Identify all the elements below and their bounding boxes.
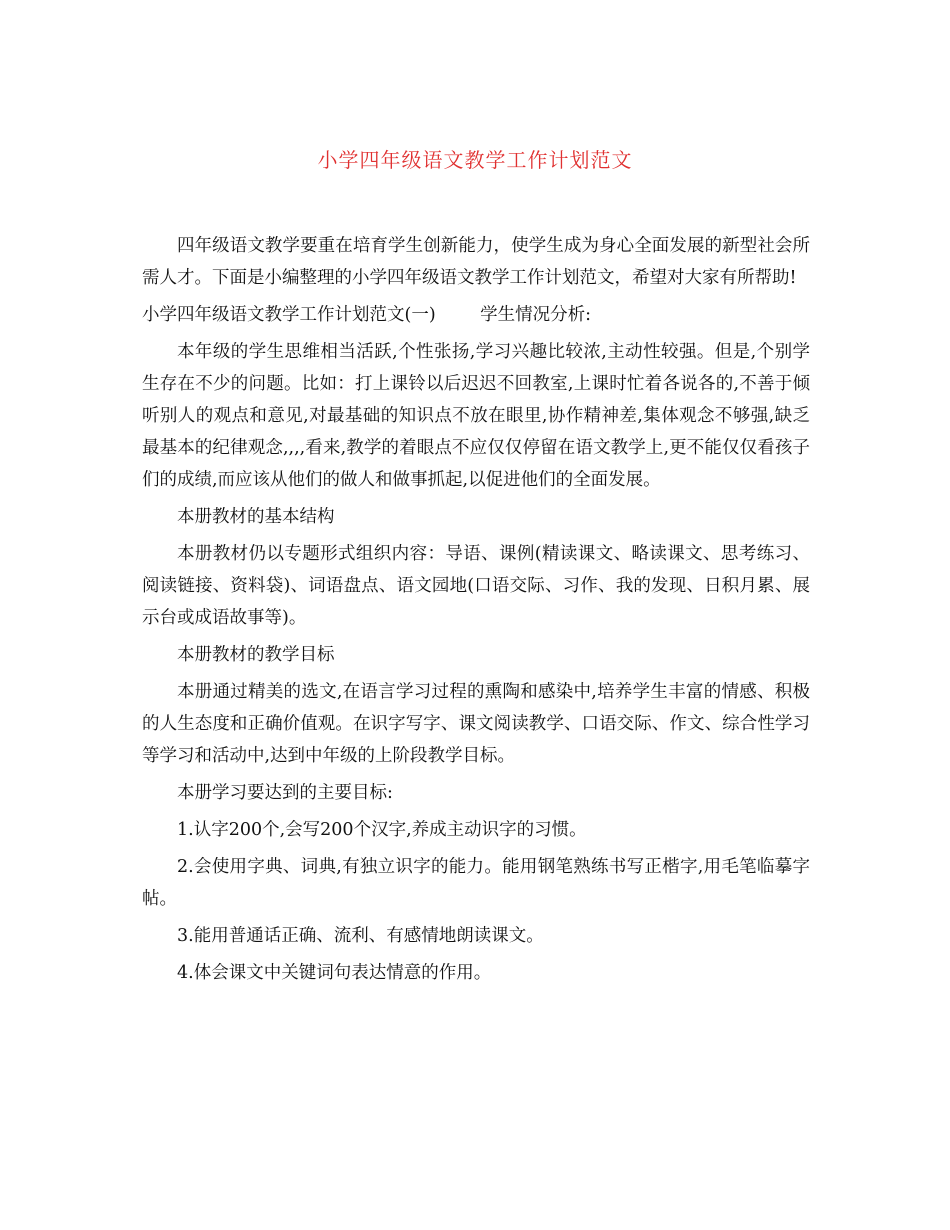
goals-paragraph: 本册通过精美的选文,在语言学习过程的熏陶和感染中,培养学生丰富的情感、积极的人生态度和正确价值观。在识字写字、课文阅读教学、口语交际、作文、综合性学习等学习和活动中,达到中年级的上阶段教学目标。 [142,682,810,766]
student-analysis-paragraph: 本年级的学生思维相当活跃,个性张扬,学习兴趣比较浓,主动性较强。但是,个别学生存在不少的问题。比如：打上课铃以后迟迟不回教室,上课时忙着各说各的,不善于倾听别人的观点和意见,对最基础的知识点不放在眼里,协作精神差,集体观念不够强,缺乏最基本的纪律观念,,,,看来,教学的着眼点不应仅仅停留在语文教学上,更不能仅仅看孩子们的成绩,而应该从他们的做人和做事抓起,以促进他们的全面发展。 [142,342,810,490]
goals-heading: 本册教材的教学目标 [177,645,335,665]
goal-item: 2.会使用字典、词典,有独立识字的能力。能用钢笔熟练书写正楷字,用毛笔临摹字帖。 [142,857,810,909]
goal-item: 4.体会课文中关键词句表达情意的作用。 [177,963,492,983]
structure-heading: 本册教材的基本结构 [177,507,335,527]
document-body [142,230,810,994]
goal-item: 3.能用普通话正确、流利、有感情地朗读课文。 [177,926,544,946]
section-heading: 小学四年级语文教学工作计划范文(一) 学生情况分析: [142,305,592,325]
document-title: 小学四年级语文教学工作计划范文 [317,148,633,172]
structure-paragraph: 本册教材仍以专题形式组织内容：导语、课例(精读课文、略读课文、思考练习、阅读链接、资料袋)、词语盘点、语文园地(口语交际、习作、我的发现、日积月累、展示台或成语故事等)。 [142,544,810,628]
goal-item: 1.认字200个,会写200个汉字,养成主动识字的习惯。 [177,820,587,840]
intro-paragraph: 四年级语文教学要重在培育学生创新能力，使学生成为身心全面发展的新型社会所需人才。下面是小编整理的小学四年级语文教学工作计划范文，希望对大家有所帮助! [142,236,810,288]
main-goals-heading: 本册学习要达到的主要目标: [177,783,393,803]
